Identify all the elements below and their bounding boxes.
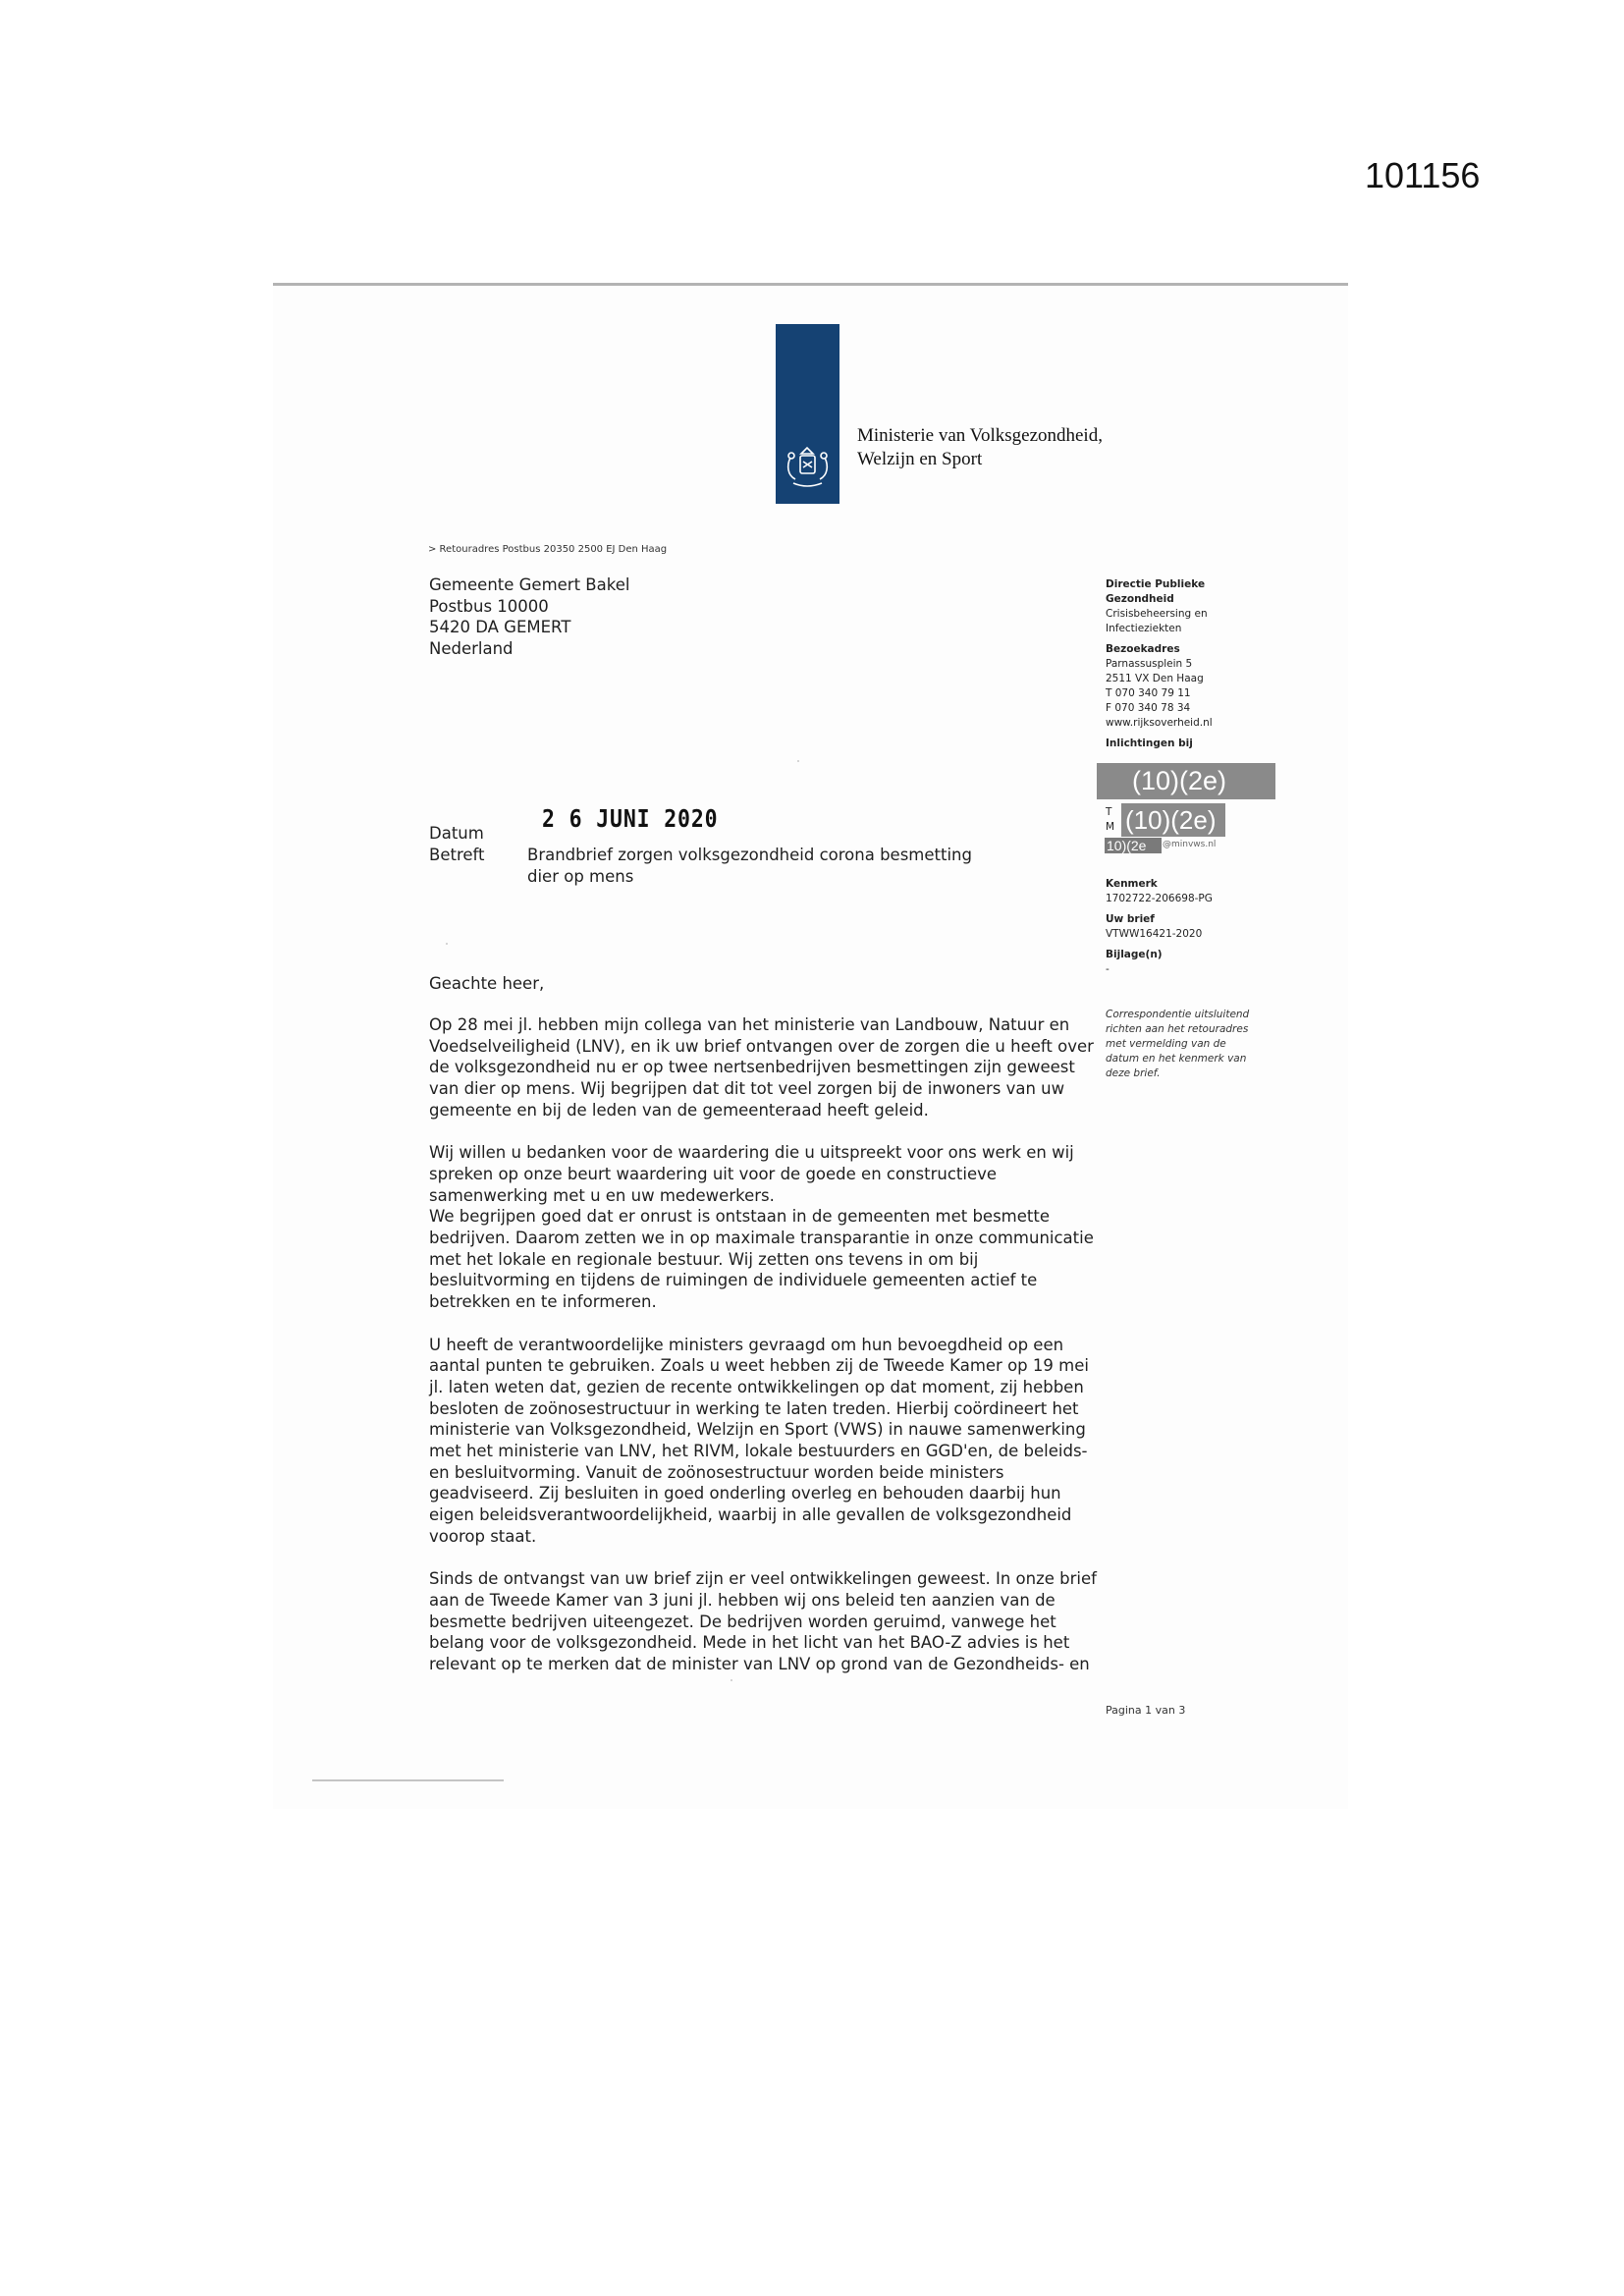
paragraph-1 [429,1014,1097,1121]
kenmerk-label: Kenmerk [1106,878,1158,890]
scan-speck [731,1679,732,1681]
body-line: bedrijven. Daarom zetten we in op maximale transparantie in onze communicatie [429,1229,1094,1248]
body-line: geadviseerd. Zij besluiten in goed onderling overleg en behouden daarbij hun [429,1484,1061,1503]
website: www.rijksoverheid.nl [1106,717,1213,729]
ministry-logo-bar [776,324,839,504]
paragraph-3 [429,1206,1097,1313]
subject-label: Betreft [429,846,485,864]
paragraph-2 [429,1142,1097,1206]
page-number: Pagina 1 van 3 [1106,1704,1186,1717]
body-line: Wij willen u bedanken voor de waardering die u uitspreekt voor ons werk en wij [429,1143,1074,1163]
scan-top-edge [273,283,1348,286]
subject [527,845,972,888]
return-address: > Retouradres Postbus 20350 2500 EJ Den Haag [428,544,668,555]
body-line: besloten de zoönosestructuur in werking te laten treden. Hierbij coördineert het [429,1398,1079,1418]
body-line: en besluitvorming. Vanuit de zoönosestructuur worden beide ministers [429,1462,1004,1482]
scan-speck [797,760,799,762]
body-line: van dier op mens. Wij begrijpen dat dit tot veel zorgen bij de inwoners van uw [429,1079,1065,1099]
body-line: jl. laten weten dat, gezien de recente ontwikkelingen op dat moment, zij hebben [429,1377,1084,1396]
uw-brief-label: Uw brief [1106,913,1155,925]
bijlage-value: - [1106,963,1110,975]
body-line: aan de Tweede Kamer van 3 juni jl. hebben wij ons beleid ten aanzien van de [429,1590,1056,1610]
m-prefix: M [1106,821,1115,833]
body-line: aantal punten te gebruiken. Zoals u weet hebben zij de Tweede Kamer op 19 mei [429,1356,1089,1376]
visit-street: Parnassusplein 5 [1106,658,1193,670]
body-line: Op 28 mei jl. hebben mijn collega van het ministerie van Landbouw, Natuur en [429,1015,1070,1034]
body-line: voorop staat. [429,1526,537,1546]
body-line: met het lokale en regionale bestuur. Wij zetten ons tevens in om bij [429,1249,979,1269]
t-prefix: T [1106,806,1112,818]
rijkswapen-icon [782,444,834,491]
body-line: Voedselveiligheid (LNV), en ik uw brief ontvangen over de zorgen die u heeft over [429,1036,1094,1056]
scan-speck [446,943,448,945]
contact-prefixes [1106,805,1114,835]
note-line: Correspondentie uitsluitend [1106,1009,1250,1020]
body-line: gemeente en bij de leden van de gemeenteraad heeft geleid. [429,1100,929,1120]
correspondence-note [1106,1008,1292,1081]
sender-sidebar [1106,577,1282,751]
paragraph-5 [429,1568,1097,1675]
body-line: besluitvorming en tijdens de ruimingen de individuele gemeenten actief te [429,1271,1038,1290]
body-line: eigen beleidsverantwoordelijkheid, waarbij in alle gevallen de volksgezondheid [429,1505,1072,1525]
body-line: besmette bedrijven uiteengezet. De bedrijven worden geruimd, vanwege het [429,1612,1056,1631]
redaction-box-small: 10)(2e [1105,838,1162,853]
paragraph-4 [429,1335,1097,1548]
email-fragment: @minvws.nl [1163,840,1217,849]
document-number: 101156 [1365,155,1481,195]
body-line: de volksgezondheid nu er op twee nertsenbedrijven besmettingen zijn geweest [429,1058,1075,1077]
subject-line: dier op mens [527,867,634,886]
recipient-line: 5420 DA GEMERT [429,618,571,637]
recipient-line: Gemeente Gemert Bakel [429,575,630,594]
note-line: richten aan het retouradres [1106,1023,1249,1035]
recipient-address [429,574,629,659]
body-line: betrekken en te informeren. [429,1292,657,1312]
scan-bottom-edge [312,1779,504,1781]
bijlage-label: Bijlage(n) [1106,949,1163,960]
salutation: Geachte heer, [429,974,545,993]
visit-city: 2511 VX Den Haag [1106,673,1204,684]
note-line: met vermelding van de [1106,1038,1226,1050]
body-line: relevant op te merken dat de minister van LNV op grond van de Gezondheids- en [429,1655,1090,1674]
body-line: We begrijpen goed dat er onrust is ontstaan in de gemeenten met besmette [429,1207,1050,1227]
letter-body [429,1014,1097,1675]
subject-line: Brandbrief zorgen volksgezondheid corona besmetting [527,846,972,864]
date-stamp: 2 6 JUNI 2020 [542,804,719,833]
meta-labels [429,823,485,866]
redaction-box: (10)(2e) [1097,763,1275,799]
body-line: Sinds de ontvangst van uw brief zijn er veel ontwikkelingen geweest. In onze brief [429,1569,1097,1589]
ministry-line-2: Welzijn en Sport [857,449,983,469]
body-line: ministerie van Volksgezondheid, Welzijn en Sport (VWS) in nauwe samenwerking [429,1420,1086,1440]
recipient-line: Postbus 10000 [429,596,549,616]
body-line: U heeft de verantwoordelijke ministers gevraagd om hun bevoegdheid op een [429,1335,1064,1354]
contact-label: Inlichtingen bij [1106,738,1193,749]
body-line: belang voor de volksgezondheid. Mede in het licht van het BAO-Z advies is het [429,1633,1070,1653]
note-line: datum en het kenmerk van [1106,1053,1247,1065]
note-line: deze brief. [1106,1067,1161,1079]
fax: F 070 340 78 34 [1106,702,1191,714]
uw-brief-value: VTWW16421-2020 [1106,928,1203,940]
reference-block [1106,877,1282,977]
redaction-box: (10)(2e) [1121,803,1225,837]
body-line: samenwerking met u en uw medewerkers. [429,1185,775,1205]
visit-address-label: Bezoekadres [1106,643,1180,655]
body-line: met het ministerie van LNV, het RIVM, lokale bestuurders en GGD'en, de beleids- [429,1442,1088,1461]
date-label: Datum [429,824,484,843]
department-label: Directie Publieke [1106,578,1206,590]
phone: T 070 340 79 11 [1106,687,1191,699]
recipient-line: Nederland [429,638,514,658]
ministry-name [857,424,1152,471]
department-label-2: Gezondheid [1106,593,1174,605]
body-line: spreken op onze beurt waardering uit voor de goede en constructieve [429,1164,998,1183]
division-2: Infectieziekten [1106,623,1182,634]
kenmerk-value: 1702722-206698-PG [1106,893,1213,904]
ministry-line-1: Ministerie van Volksgezondheid, [857,425,1103,446]
division: Crisisbeheersing en [1106,608,1208,620]
